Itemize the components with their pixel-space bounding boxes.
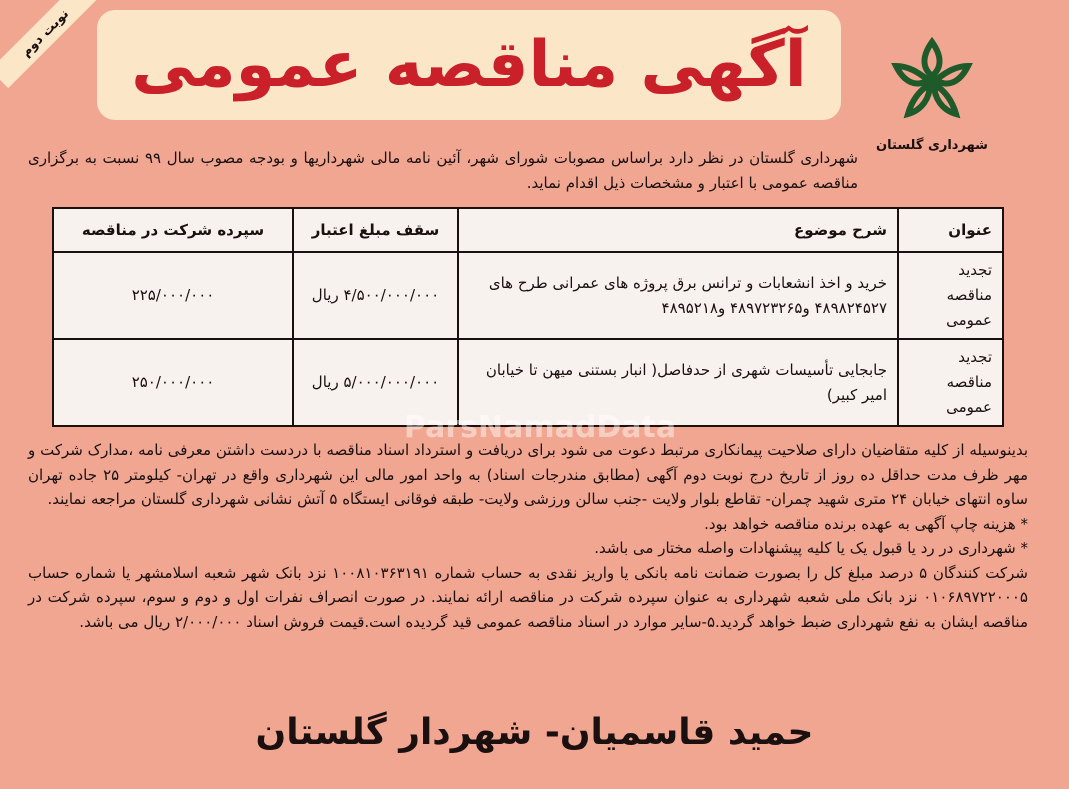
- page-title: آگهی مناقصه عمومی: [131, 28, 807, 102]
- municipality-logo-icon: [882, 30, 982, 130]
- row-subject: خرید و اخذ انشعابات و ترانس برق پروژه های عمرانی طرح های ۴۸۹۸۲۴۵۲۷ و۴۸۹۷۲۳۲۶۵ و۴۸۹۵۲۱۸: [458, 252, 898, 339]
- note-ad-cost: * هزینه چاپ آگهی به عهده برنده مناقصه خواهد بود.: [704, 514, 1028, 533]
- row-cap: ۴/۵۰۰/۰۰۰/۰۰۰ ریال: [293, 252, 458, 339]
- table-header-row: [53, 208, 1003, 252]
- logo-caption: شهرداری گلستان: [876, 138, 988, 153]
- table-row: [53, 252, 1003, 339]
- deposit-paragraph: شرکت کنندگان ۵ درصد مبلغ کل را بصورت ضمانت نامه بانکی یا واریز نقدی به حساب شماره ۱۰۰۸۱۰۳۶۳۱۹۱ نزد بانک شهر شعبه اسلامشهر یا شماره حساب ۰۱۰۶۸۹۷۲۲۰۰۰۵ نزد بانک ملی شعبه شهرداری به عنوان سپرده شرکت در مناقصه ارائه نمایند. در صورت انصراف نفرات اول و دوم و سوم، سپرده شرکت در مناقصه ایشان به نفع شهرداری ضبط خواهد گردید.۵-سایر موارد در اسناد مناقصه عمومی قید گردیده است.قیمت فروش اسناد ۲/۰۰۰/۰۰۰ ریال می باشد.: [28, 563, 1028, 631]
- row-subject: جابجایی تأسیسات شهری از حدفاصل( انبار بستنی میهن تا خیابان امیر کبیر): [458, 339, 898, 426]
- header-deposit: سپرده شرکت در مناقصه: [53, 208, 293, 252]
- row-cap: ۵/۰۰۰/۰۰۰/۰۰۰ ریال: [293, 339, 458, 426]
- header-subject: شرح موضوع: [458, 208, 898, 252]
- title-banner: [97, 10, 841, 120]
- invitation-paragraph: بدینوسیله از کلیه متقاضیان دارای صلاحیت پیمانکاری مرتبط دعوت می شود برای دریافت و استرداد اسناد مناقصه با دردست داشتن معرفی نامه ،مدارک شرکت و مهر ظرف مدت حداقل ده روز از تاریخ درج نوبت دوم آگهی (مطابق مندرجات اسناد) به واحد امور مالی این شهرداری واقع در تهران- کیلومتر ۲۵ جاده تهران ساوه انتهای خیابان ۲۴ متری شهید چمران- تقاطع بلوار ولایت -جنب سالن ورزشی ولایت- طبقه فوقانی ایستگاه ۵ آتش نشانی شهرداری گلستان مراجعه نمایند.: [28, 441, 1028, 508]
- header-cap: سقف مبلغ اعتبار: [293, 208, 458, 252]
- tender-table: [52, 207, 1004, 427]
- row-title: تجدید مناقصه عمومی: [898, 339, 1003, 426]
- issue-ribbon: نوبت دوم: [0, 0, 100, 88]
- header-title: عنوان: [898, 208, 1003, 252]
- intro-paragraph: شهرداری گلستان در نظر دارد براساس مصوبات شورای شهر، آئین نامه مالی شهرداریها و بودجه مصوب سال ۹۹ نسبت به برگزاری مناقصه عمومی با اعتبار و مشخصات ذیل اقدام نماید.: [28, 149, 858, 192]
- note-reject-right: * شهرداری در رد یا قبول یک یا کلیه پیشنهادات واصله مختار می باشد.: [594, 539, 1028, 557]
- row-deposit: ۲۲۵/۰۰۰/۰۰۰: [53, 252, 293, 339]
- row-title: تجدید مناقصه عمومی: [898, 252, 1003, 339]
- body-text: [28, 438, 1028, 634]
- watermark: ParsNamadData: [403, 410, 677, 445]
- row-deposit: ۲۵۰/۰۰۰/۰۰۰: [53, 339, 293, 426]
- signature: حمید قاسمیان- شهردار گلستان: [255, 712, 814, 753]
